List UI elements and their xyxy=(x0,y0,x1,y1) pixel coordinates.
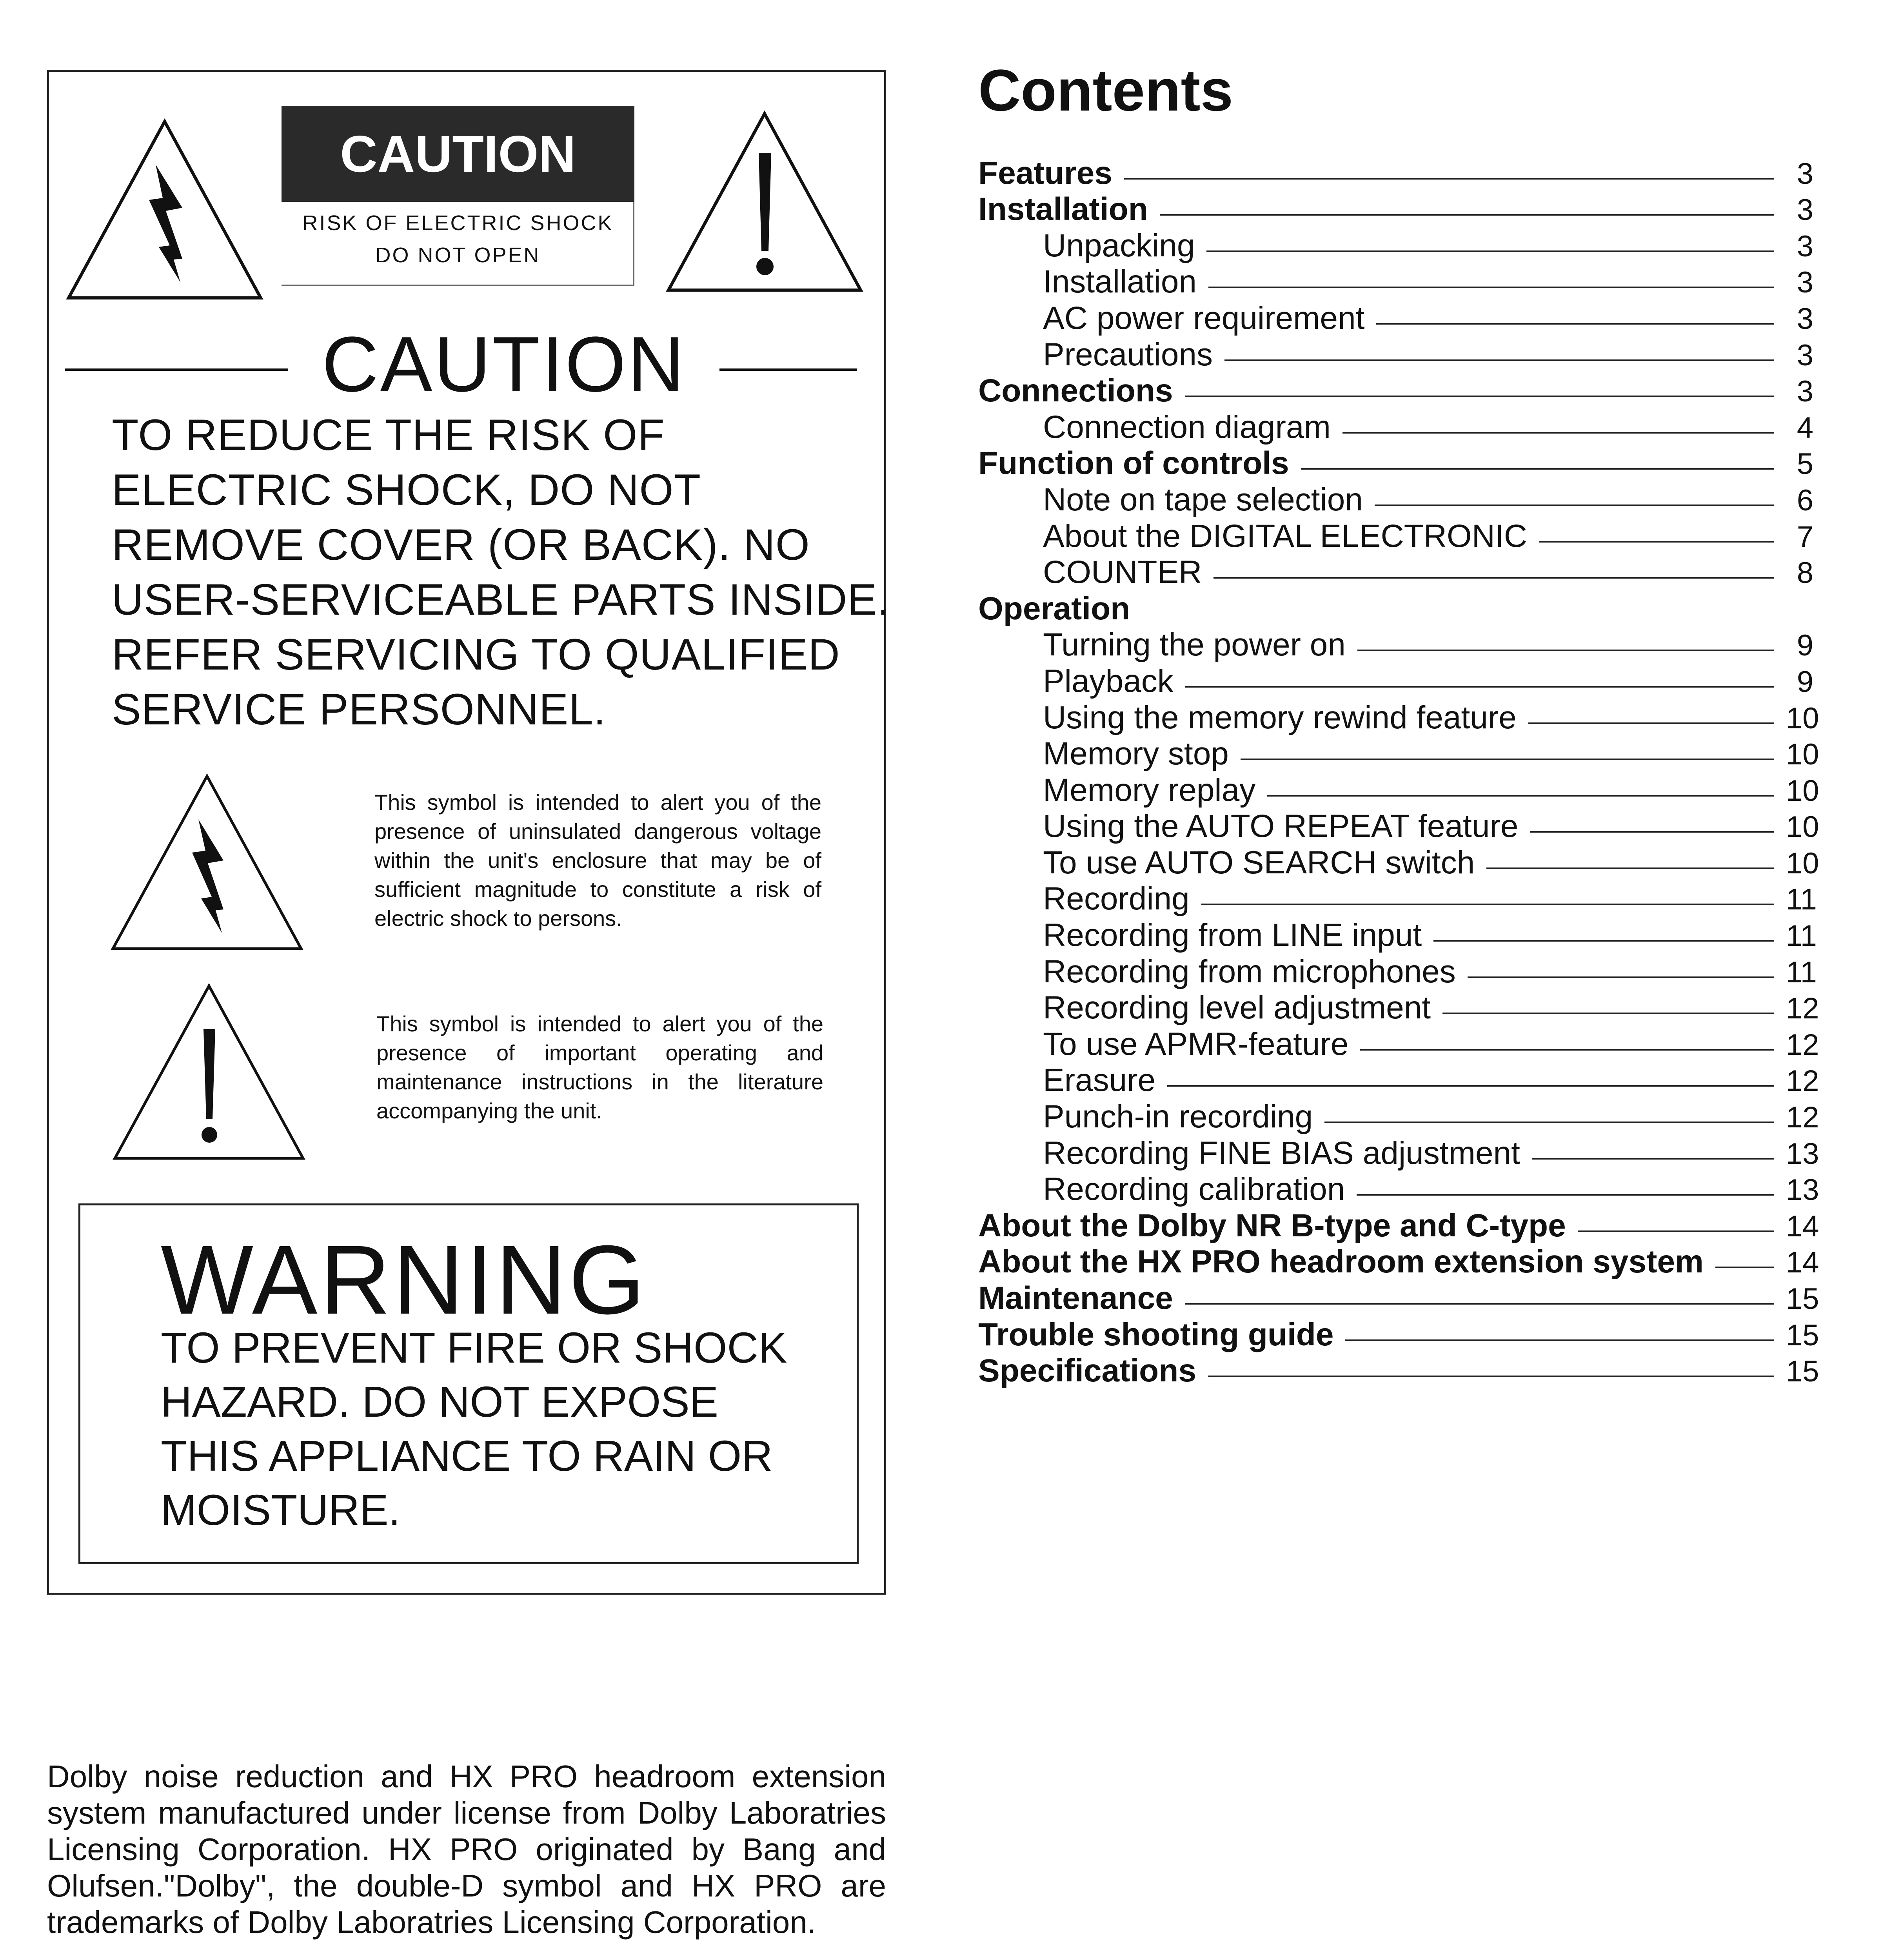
toc-entry-label: Note on tape selection xyxy=(1043,481,1363,517)
toc-entry-label: Installation xyxy=(1043,264,1197,300)
toc-leader-line xyxy=(1468,976,1774,978)
toc-entry[interactable] xyxy=(978,1135,1819,1171)
toc-leader-line xyxy=(1185,1303,1774,1305)
toc-entry[interactable] xyxy=(978,1316,1819,1353)
toc-leader-line xyxy=(1185,395,1774,397)
toc-entry-page: 3 xyxy=(1797,266,1813,299)
toc-entry-page: 3 xyxy=(1797,338,1813,372)
toc-entry[interactable] xyxy=(978,1098,1819,1135)
toc-entry-label: Punch-in recording xyxy=(1043,1099,1313,1135)
caution-line: TO REDUCE THE RISK OF xyxy=(112,410,665,459)
caution-label-title: CAUTION xyxy=(282,106,634,202)
toc-entry-page: 9 xyxy=(1797,665,1813,699)
toc-entry[interactable] xyxy=(978,1207,1819,1244)
toc-entry-label: To use AUTO SEARCH switch xyxy=(1043,844,1475,880)
toc-entry-label: Using the memory rewind feature xyxy=(1043,699,1517,735)
toc-leader-line xyxy=(1213,577,1774,579)
toc-entry[interactable] xyxy=(978,917,1817,953)
toc-entry[interactable] xyxy=(978,990,1819,1026)
toc-entry[interactable] xyxy=(978,663,1813,699)
caution-line: REFER SERVICING TO QUALIFIED xyxy=(112,630,840,679)
warning-line: HAZARD. DO NOT EXPOSE xyxy=(161,1378,719,1426)
toc-leader-line xyxy=(1206,250,1774,252)
toc-entry-page: 12 xyxy=(1786,1064,1819,1098)
toc-leader-line xyxy=(1241,758,1774,760)
toc-leader-line xyxy=(1124,178,1774,180)
toc-entry[interactable] xyxy=(978,808,1819,845)
toc-entry[interactable] xyxy=(978,227,1813,264)
warning-body xyxy=(161,1321,787,1537)
warning-line: TO PREVENT FIRE OR SHOCK xyxy=(161,1324,787,1372)
toc-entry-label: About the HX PRO headroom extension system xyxy=(978,1244,1704,1280)
toc-entry-page: 3 xyxy=(1797,229,1813,263)
toc-entry-label: COUNTER xyxy=(1043,554,1202,590)
toc-entry[interactable] xyxy=(978,1171,1819,1208)
warning-line: THIS APPLIANCE TO RAIN OR xyxy=(161,1432,773,1480)
toc-entry[interactable] xyxy=(978,1280,1819,1316)
toc-leader-line xyxy=(1267,795,1774,797)
toc-entry-page: 11 xyxy=(1786,955,1817,989)
toc-entry-page: 13 xyxy=(1786,1173,1819,1207)
toc-entry-page: 15 xyxy=(1786,1318,1819,1352)
toc-leader-line xyxy=(1360,1049,1774,1051)
contents-title: Contents xyxy=(978,57,1233,123)
toc-leader-line xyxy=(1208,1375,1774,1377)
toc-entry[interactable] xyxy=(978,1026,1819,1062)
toc-entry-label: Maintenance xyxy=(978,1280,1173,1316)
toc-entry-label: Recording from LINE input xyxy=(1043,917,1422,953)
toc-entry-page: 12 xyxy=(1786,1101,1819,1134)
toc-entry-page: 11 xyxy=(1786,919,1817,953)
toc-entry-label: Recording xyxy=(1043,881,1190,917)
toc-leader-line xyxy=(1442,1012,1774,1014)
toc-entry[interactable] xyxy=(978,481,1813,518)
caution-label-line2: DO NOT OPEN xyxy=(375,243,541,267)
toc-entry-label: Features xyxy=(978,155,1112,191)
toc-leader-line xyxy=(1342,432,1774,434)
toc-entry-page: 15 xyxy=(1786,1282,1819,1316)
toc-entry[interactable] xyxy=(978,736,1819,772)
toc-leader-line xyxy=(1185,686,1774,688)
toc-entry-label: Specifications xyxy=(978,1353,1196,1389)
toc-entry-page: 3 xyxy=(1797,157,1813,191)
toc-entry-label: Operation xyxy=(978,590,1130,626)
exclamation-warning-icon xyxy=(665,110,865,294)
toc-entry[interactable] xyxy=(978,881,1817,917)
toc-entry-label: Recording level adjustment xyxy=(1043,990,1431,1026)
toc-entry-label: About the DIGITAL ELECTRONIC xyxy=(1043,518,1527,554)
toc-leader-line xyxy=(1208,286,1774,288)
toc-leader-line xyxy=(1357,1194,1774,1196)
toc-leader-line xyxy=(1167,1085,1774,1087)
toc-entry[interactable] xyxy=(978,445,1813,482)
toc-leader-line xyxy=(1201,903,1774,905)
toc-leader-line xyxy=(1532,1158,1774,1160)
toc-entry[interactable] xyxy=(978,1244,1819,1280)
toc-leader-line xyxy=(1301,468,1774,470)
table-of-contents xyxy=(978,155,1819,1389)
toc-entry-page: 13 xyxy=(1786,1137,1819,1171)
toc-leader-line xyxy=(1530,831,1774,833)
toc-entry-page: 15 xyxy=(1786,1355,1819,1388)
toc-entry[interactable] xyxy=(978,554,1813,591)
toc-entry-page: 3 xyxy=(1797,375,1813,408)
toc-entry-label: About the Dolby NR B-type and C-type xyxy=(978,1207,1566,1243)
toc-entry[interactable] xyxy=(978,1353,1819,1389)
toc-entry-page: 10 xyxy=(1786,810,1819,844)
warning-title: WARNING xyxy=(161,1225,647,1334)
toc-entry[interactable] xyxy=(978,300,1813,336)
toc-entry-page: 10 xyxy=(1786,774,1819,808)
toc-entry-page: 10 xyxy=(1786,738,1819,771)
toc-entry-page: 5 xyxy=(1797,447,1813,481)
exclamation-symbol-icon xyxy=(111,982,307,1162)
exclamation-symbol-note: This symbol is intended to alert you of the presence of important operating and maintenance instructions in the literature accompanying the unit. xyxy=(376,1011,823,1123)
toc-leader-line xyxy=(1224,359,1774,361)
toc-entry[interactable] xyxy=(978,699,1819,736)
toc-entry-page: 12 xyxy=(1786,992,1819,1025)
toc-leader-line xyxy=(1578,1230,1774,1232)
toc-entry[interactable] xyxy=(978,844,1819,881)
caution-body xyxy=(112,408,890,737)
toc-entry-page: 8 xyxy=(1797,556,1813,590)
toc-leader-line xyxy=(1357,649,1774,651)
toc-leader-line xyxy=(1433,940,1774,942)
toc-entry[interactable] xyxy=(978,518,1813,554)
toc-entry-label: Playback xyxy=(1043,663,1174,699)
toc-entry-page: 12 xyxy=(1786,1028,1819,1062)
toc-leader-line xyxy=(1324,1121,1774,1123)
toc-entry[interactable] xyxy=(978,336,1813,373)
caution-label-line1: RISK OF ELECTRIC SHOCK xyxy=(302,211,614,235)
toc-leader-line xyxy=(1539,541,1774,543)
caution-line: USER-SERVICEABLE PARTS INSIDE. xyxy=(112,575,890,624)
toc-entry-label: Turning the power on xyxy=(1043,627,1346,663)
toc-entry-page: 9 xyxy=(1797,629,1813,662)
dolby-trademark-note: Dolby noise reduction and HX PRO headroom extension system manufactured under license from Dolby Laboratries Licensing Corporation. HX PRO originated by Bang and Olufsen."Dolby", the double-D symbol and HX PRO are trademarks of Dolby Laboratries Licensing Corporation. xyxy=(47,1759,886,1940)
toc-entry-page: 14 xyxy=(1786,1209,1819,1243)
toc-entry[interactable] xyxy=(978,409,1813,445)
toc-entry-page: 11 xyxy=(1786,883,1817,916)
toc-leader-line xyxy=(1528,722,1774,724)
toc-entry-label: Memory replay xyxy=(1043,772,1256,808)
toc-entry[interactable] xyxy=(978,373,1813,409)
electric-shock-symbol-icon xyxy=(109,772,305,953)
toc-entry-page: 3 xyxy=(1797,193,1813,227)
toc-entry-label: Connections xyxy=(978,373,1173,409)
toc-leader-line xyxy=(1345,1339,1774,1341)
toc-entry-page: 3 xyxy=(1797,302,1813,336)
warning-line: MOISTURE. xyxy=(161,1486,401,1534)
toc-entry[interactable] xyxy=(978,264,1813,300)
toc-entry-label: Recording from microphones xyxy=(1043,953,1456,989)
toc-entry-label: To use APMR-feature xyxy=(1043,1026,1349,1062)
toc-entry[interactable] xyxy=(978,1062,1819,1099)
toc-entry-label: Installation xyxy=(978,191,1148,227)
toc-entry[interactable] xyxy=(978,191,1813,228)
electric-shock-symbol-note: This symbol is intended to alert you of the presence of uninsulated dangerous voltage within the unit's enclosure that may be of sufficient magnitude to constitute a risk of electric shock to persons. xyxy=(374,790,821,931)
toc-leader-line xyxy=(1375,504,1774,506)
toc-entry-label: Precautions xyxy=(1043,336,1213,372)
caution-heading-row xyxy=(65,321,857,408)
electric-shock-warning-icon xyxy=(65,118,265,302)
toc-entry-page: 14 xyxy=(1786,1246,1819,1279)
toc-leader-line xyxy=(1715,1266,1774,1268)
toc-entry-label: Using the AUTO REPEAT feature xyxy=(1043,808,1519,844)
caution-line: ELECTRIC SHOCK, DO NOT xyxy=(112,465,701,514)
toc-leader-line xyxy=(1160,214,1774,216)
toc-leader-line xyxy=(1486,867,1774,869)
toc-entry-page: 6 xyxy=(1797,483,1813,517)
toc-entry-label: Recording calibration xyxy=(1043,1171,1345,1207)
toc-entry-page: 10 xyxy=(1786,701,1819,735)
toc-entry[interactable] xyxy=(978,772,1819,808)
toc-leader-line xyxy=(1376,323,1774,325)
toc-entry[interactable] xyxy=(978,953,1817,990)
toc-entry-label: Function of controls xyxy=(978,445,1289,481)
toc-entry-label: Unpacking xyxy=(1043,227,1195,263)
toc-entry-label: Memory stop xyxy=(1043,736,1229,772)
caution-line: SERVICE PERSONNEL. xyxy=(112,685,606,734)
toc-entry-page: 10 xyxy=(1786,846,1819,880)
toc-entry-label: Erasure xyxy=(1043,1062,1156,1098)
toc-entry-label: Connection diagram xyxy=(1043,409,1331,445)
toc-entry-label: Trouble shooting guide xyxy=(978,1316,1334,1352)
caution-line: REMOVE COVER (OR BACK). NO xyxy=(112,520,810,569)
toc-entry[interactable] xyxy=(978,627,1813,663)
toc-entry[interactable] xyxy=(978,155,1813,191)
toc-entry-page: 4 xyxy=(1797,411,1813,445)
toc-entry-label: AC power requirement xyxy=(1043,300,1365,336)
toc-entry[interactable] xyxy=(978,590,1813,627)
toc-entry-page: 7 xyxy=(1797,520,1813,554)
toc-entry-label: Recording FINE BIAS adjustment xyxy=(1043,1135,1520,1171)
caution-heading: CAUTION xyxy=(322,321,686,408)
caution-label xyxy=(282,106,634,286)
